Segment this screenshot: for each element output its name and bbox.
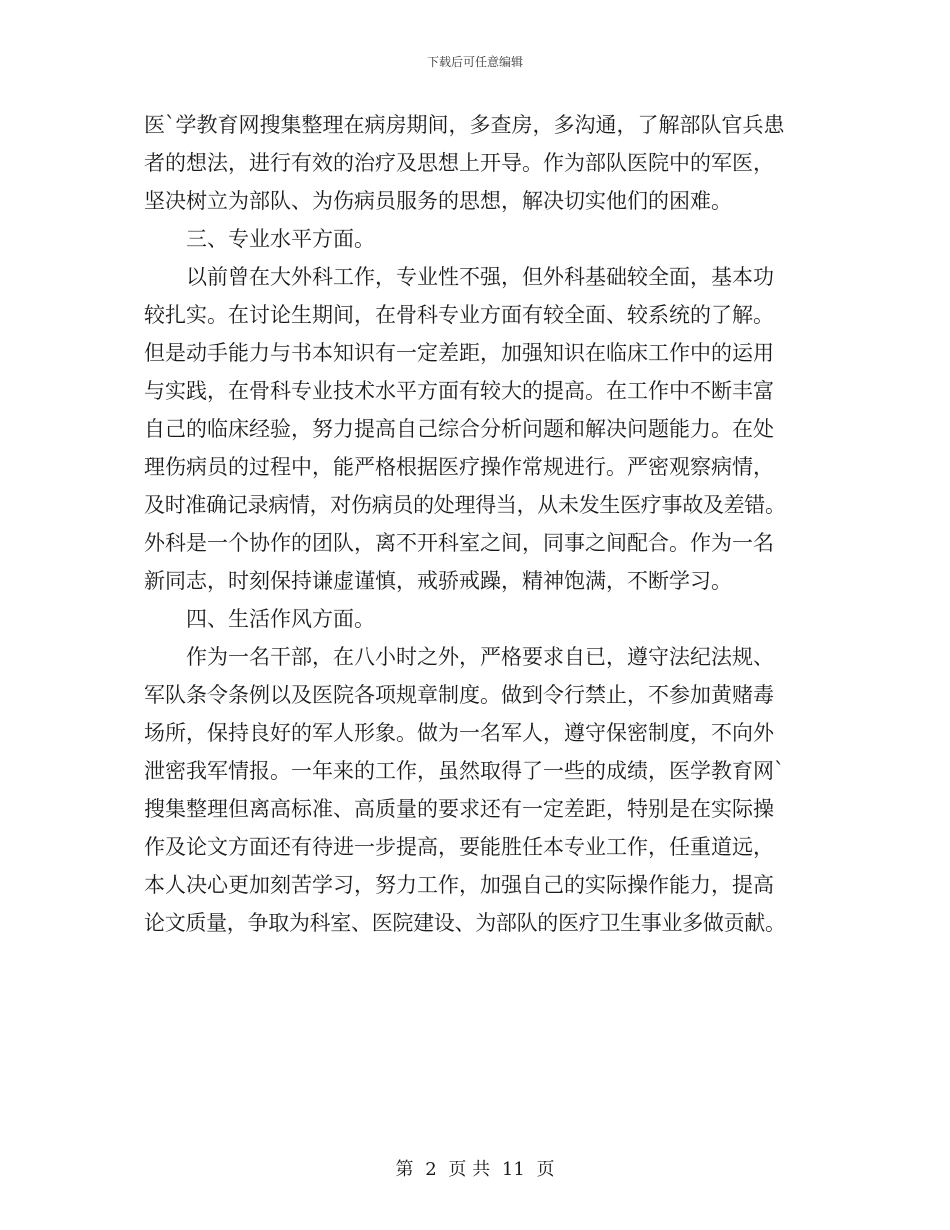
footer-prefix: 第	[395, 1159, 414, 1180]
body-line: 论文质量，争取为科室、医院建设、为部队的医疗卫生事业多做贡献。	[144, 911, 786, 935]
body-line: 自己的临床经验，努力提高自己综合分析问题和解决问题能力。在处	[144, 417, 774, 441]
body-line: 本人决心更加刻苦学习，努力工作，加强自己的实际操作能力，提高	[144, 873, 774, 897]
body-line: 作为一名干部，在八小时之外，严格要求自已，遵守法纪法规、	[186, 645, 774, 669]
footer-total-pages: 11	[501, 1159, 525, 1180]
body-line: 以前曾在大外科工作，专业性不强，但外科基础较全面，基本功	[186, 265, 774, 289]
body-line: 泄密我军情报。一年来的工作，虽然取得了一些的成绩，医学教育网`	[144, 759, 785, 783]
body-line: 作及论文方面还有待进一步提高，要能胜任本专业工作，任重道远，	[144, 835, 774, 859]
footer-mid: 页 共	[448, 1159, 491, 1180]
footer-current-page: 2	[425, 1159, 437, 1180]
body-line: 搜集整理但离高标准、高质量的要求还有一定差距，特别是在实际操	[144, 797, 774, 821]
page-header-note: 下载后可任意编辑	[426, 55, 523, 69]
body-line: 坚决树立为部队、为伤病员服务的思想，解决切实他们的困难。	[144, 189, 732, 213]
page-footer	[0, 1155, 950, 1181]
body-line: 新同志，时刻保持谦虚谨慎，戒骄戒躁，精神饱满，不断学习。	[144, 569, 732, 593]
body-line: 理伤病员的过程中，能严格根据医疗操作常规进行。严密观察病情，	[144, 455, 774, 479]
body-line: 者的想法，进行有效的治疗及思想上开导。作为部队医院中的军医，	[144, 151, 774, 175]
body-line: 外科是一个协作的团队，离不开科室之间，同事之间配合。作为一名	[144, 531, 774, 555]
body-line: 场所，保持良好的军人形象。做为一名军人，遵守保密制度，不向外	[144, 721, 774, 745]
body-line: 及时准确记录病情，对伤病员的处理得当，从未发生医疗事故及差错。	[144, 493, 786, 517]
section-heading-lifestyle: 四、生活作风方面。	[186, 607, 375, 631]
document-body	[144, 106, 804, 942]
body-line: 与实践，在骨科专业技术水平方面有较大的提高。在工作中不断丰富	[144, 379, 774, 403]
section-heading-professional: 三、专业水平方面。	[186, 227, 375, 251]
body-line: 医`学教育网搜集整理在病房期间，多查房，多沟通，了解部队官兵患	[144, 113, 785, 137]
body-line: 较扎实。在讨论生期间，在骨科专业方面有较全面、较系统的了解。	[144, 303, 774, 327]
body-line: 军队条令条例以及医院各项规章制度。做到令行禁止，不参加黄赌毒	[144, 683, 774, 707]
footer-suffix: 页	[536, 1159, 555, 1180]
body-line: 但是动手能力与书本知识有一定差距，加强知识在临床工作中的运用	[144, 341, 774, 365]
